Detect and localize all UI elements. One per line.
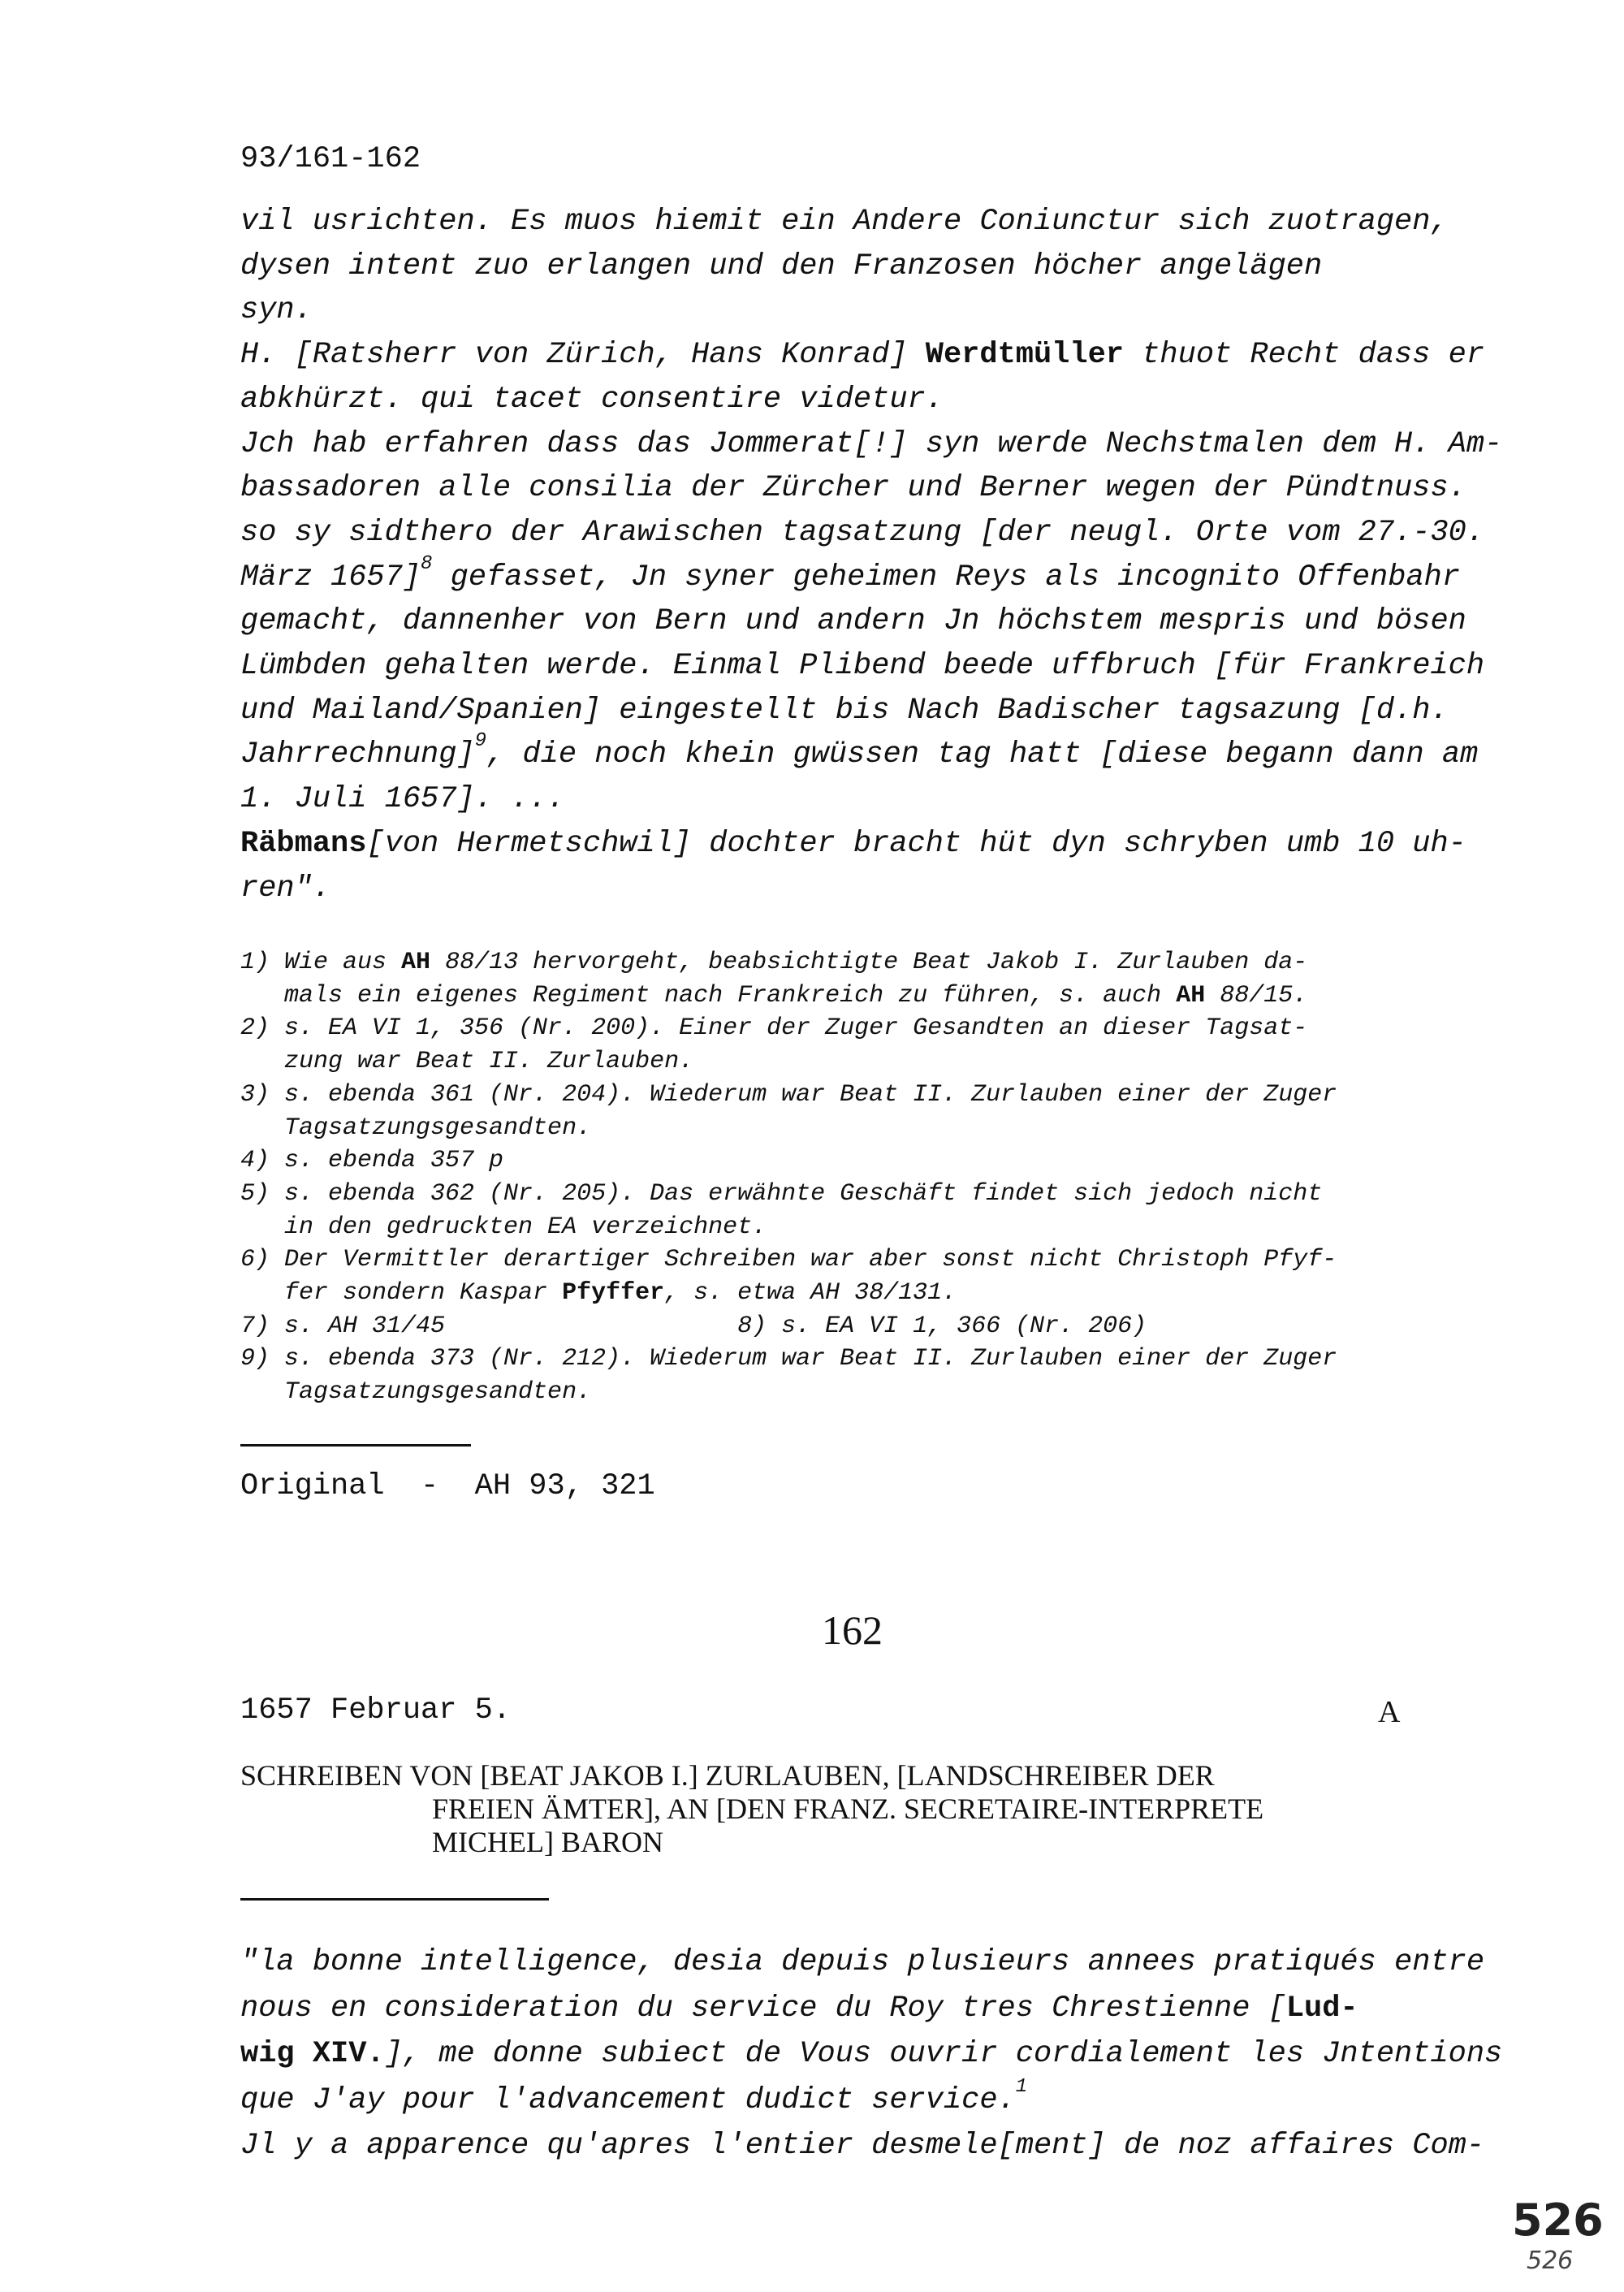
paragraph-line	[240, 249, 1323, 283]
text-run: 88/13 hervorgeht, beabsichtigte Beat Jakob I. Zurlauben da-	[430, 949, 1308, 976]
paragraph-line	[240, 651, 1484, 681]
footnote-line	[240, 1378, 592, 1407]
text-run: vil usrichten. Es muos hiemit ein Andere Coniunctur sich zuotragen,	[240, 205, 1449, 239]
text-run: , die noch khein gwüssen tag hatt [diese begann dann am	[486, 737, 1479, 772]
footnote-line	[240, 950, 1307, 975]
text-run: nous en consideration du service du Roy tres Chrestienne [	[240, 1991, 1286, 2026]
paragraph-line	[240, 382, 944, 417]
text-run: 1. Juli 1657]. ...	[240, 782, 565, 817]
text-run: Tagsatzungsgesandten.	[240, 1378, 592, 1407]
text-run: gemacht, dannenher von Bern und andern Jn höchstem mespris und bösen	[240, 604, 1466, 639]
paragraph-line	[240, 338, 1485, 373]
text-run: Tagsatzungsgesandten.	[240, 1114, 592, 1142]
text-run: syn.	[240, 293, 313, 328]
text-run: 1) Wie aus	[240, 949, 402, 976]
text-run: in den gedruckten EA verzeichnet.	[240, 1213, 767, 1241]
text-run: mals ein eigenes Regiment nach Frankreich zu führen, s. auch	[240, 981, 1177, 1010]
text-run: 9) s. ebenda 373 (Nr. 212). Wiederum war Beat II. Zurlauben einer der Zuger	[240, 1345, 1337, 1373]
text-run: fer sondern Kaspar	[240, 1279, 563, 1307]
text-run: Jahrrechnung]	[240, 737, 475, 772]
paragraph-line	[240, 871, 331, 906]
text-run: 4) s. ebenda 357 p	[240, 1147, 504, 1175]
footnote-line	[240, 1215, 767, 1239]
document-date: 1657 Februar 5.	[240, 1693, 512, 1728]
footnote-line	[240, 1049, 693, 1074]
text-run: , s. etwa AH 38/131.	[664, 1279, 957, 1307]
text-run: AH	[1176, 981, 1206, 1010]
source-divider	[240, 1444, 471, 1447]
text-run: Jch hab erfahren dass das Jommerat[!] syn werde Nechstmalen dem H. Am-	[240, 426, 1503, 461]
text-run: so sy sidthero der Arawischen tagsatzung [der neugl. Orte vom 27.-30.	[240, 515, 1485, 550]
handwritten-page-number: 526	[1527, 2247, 1574, 2275]
text-run: gefasset, Jn syner geheimen Reys als incognito Offenbahr	[432, 560, 1461, 595]
text-run: 3) s. ebenda 361 (Nr. 204). Wiederum war Beat II. Zurlauben einer der Zuger	[240, 1080, 1337, 1109]
text-run: 2) s. EA VI 1, 356 (Nr. 200). Einer der Zuger Gesandten an dieser Tagsat-	[240, 1014, 1308, 1043]
source-line: Original - AH 93, 321	[240, 1469, 655, 1503]
text-run: "la bonne intelligence, desia depuis plusieurs annees pratiqués entre	[240, 1945, 1485, 1979]
paragraph-line	[240, 207, 1449, 237]
text-run: und Mailand/Spanien] eingestellt bis Nach Badischer tagsazung [d.h.	[240, 693, 1449, 728]
footnote-line	[240, 1347, 1337, 1371]
text-run: ren".	[240, 871, 331, 906]
page-number-stamp: 526	[1512, 2195, 1604, 2246]
paragraph-line	[240, 293, 313, 328]
footnote-reference: 9	[474, 730, 487, 753]
footnote-line	[240, 981, 1308, 1010]
paragraph-line	[240, 604, 1466, 639]
paragraph-line	[240, 426, 1503, 461]
text-run: bassadoren alle consilia der Zürcher und Berner wegen der Pündtnuss.	[240, 471, 1466, 506]
paragraph-line	[240, 515, 1485, 550]
footnote-line	[240, 1014, 1308, 1043]
footnote-line	[240, 1080, 1337, 1109]
text-run: Lud-	[1285, 1991, 1358, 2026]
text-run: Räbmans	[240, 826, 367, 861]
paragraph-line	[240, 471, 1466, 506]
paragraph-line	[240, 693, 1449, 728]
text-run: ], me donne subiect de Vous ouvrir cordialement les Jntentions	[384, 2037, 1503, 2071]
document-title-line-2: FREIEN ÄMTER], AN [DEN FRANZ. SECRETAIRE-INTERPRETE	[432, 1793, 1264, 1825]
document-number: 162	[822, 1607, 883, 1653]
text-run: H. [Ratsherr von Zürich, Hans Konrad]	[240, 338, 926, 373]
text-run: 5) s. ebenda 362 (Nr. 205). Das erwähnte Geschäft findet sich jedoch nicht	[240, 1179, 1323, 1208]
text-run: [von Hermetschwil] dochter bracht hüt dyn schryben umb 10 uh-	[366, 826, 1466, 861]
text-run: wig XIV.	[240, 2037, 385, 2071]
text-run: Pfyffer	[562, 1279, 665, 1307]
text-run: dysen intent zuo erlangen und den Franzosen höcher angelägen	[240, 249, 1323, 283]
footnote-reference: 8	[421, 552, 433, 575]
footnote-line	[240, 1281, 957, 1305]
text-run: abkhürzt. qui tacet consentire videtur.	[240, 382, 944, 417]
title-divider	[240, 1898, 549, 1901]
text-run: März 1657]	[240, 560, 421, 595]
paragraph-line	[240, 730, 1479, 772]
text-run: 6) Der Vermittler derartiger Schreiben war aber sonst nicht Christoph Pfyf-	[240, 1246, 1337, 1274]
paragraph-line	[240, 2131, 1484, 2161]
paragraph-line	[240, 782, 565, 817]
paragraph-line	[240, 2039, 1502, 2069]
footnote-line	[240, 1314, 1147, 1338]
text-run: zung war Beat II. Zurlauben.	[240, 1048, 694, 1076]
page-reference: 93/161-162	[240, 142, 421, 176]
text-run: 88/15.	[1205, 981, 1308, 1010]
text-run: Jl y a apparence qu'apres l'entier desmele[ment] de noz affaires Com-	[240, 2129, 1485, 2163]
text-run: 7) s. AH 31/45 8) s. EA VI 1, 366 (Nr. 206)	[240, 1312, 1147, 1340]
paragraph-line	[240, 826, 1466, 861]
paragraph-line	[240, 2075, 1028, 2117]
footnote-reference: 1	[1015, 2075, 1028, 2098]
paragraph-line	[240, 1991, 1358, 2026]
paragraph-line	[240, 552, 1461, 595]
footnote-line	[240, 1116, 591, 1140]
text-run: Werdtmüller	[925, 338, 1124, 373]
footnote-line	[240, 1148, 503, 1173]
text-run: thuot Recht dass er	[1124, 338, 1485, 373]
document-title-line-3: MICHEL] BARON	[432, 1826, 663, 1858]
text-run: Lümbden gehalten werde. Einmal Plibend beede uffbruch [für Frankreich	[240, 649, 1485, 683]
text-run: que J'ay pour l'advancement dudict service.	[240, 2082, 1016, 2117]
footnote-line	[240, 1248, 1337, 1272]
footnote-line	[240, 1179, 1323, 1208]
document-title-line-1: SCHREIBEN VON [BEAT JAKOB I.] ZURLAUBEN, [LANDSCHREIBER DER	[240, 1759, 1215, 1792]
paragraph-line	[240, 1945, 1485, 1979]
letter-code: A	[1378, 1695, 1401, 1729]
text-run: AH	[401, 949, 431, 976]
